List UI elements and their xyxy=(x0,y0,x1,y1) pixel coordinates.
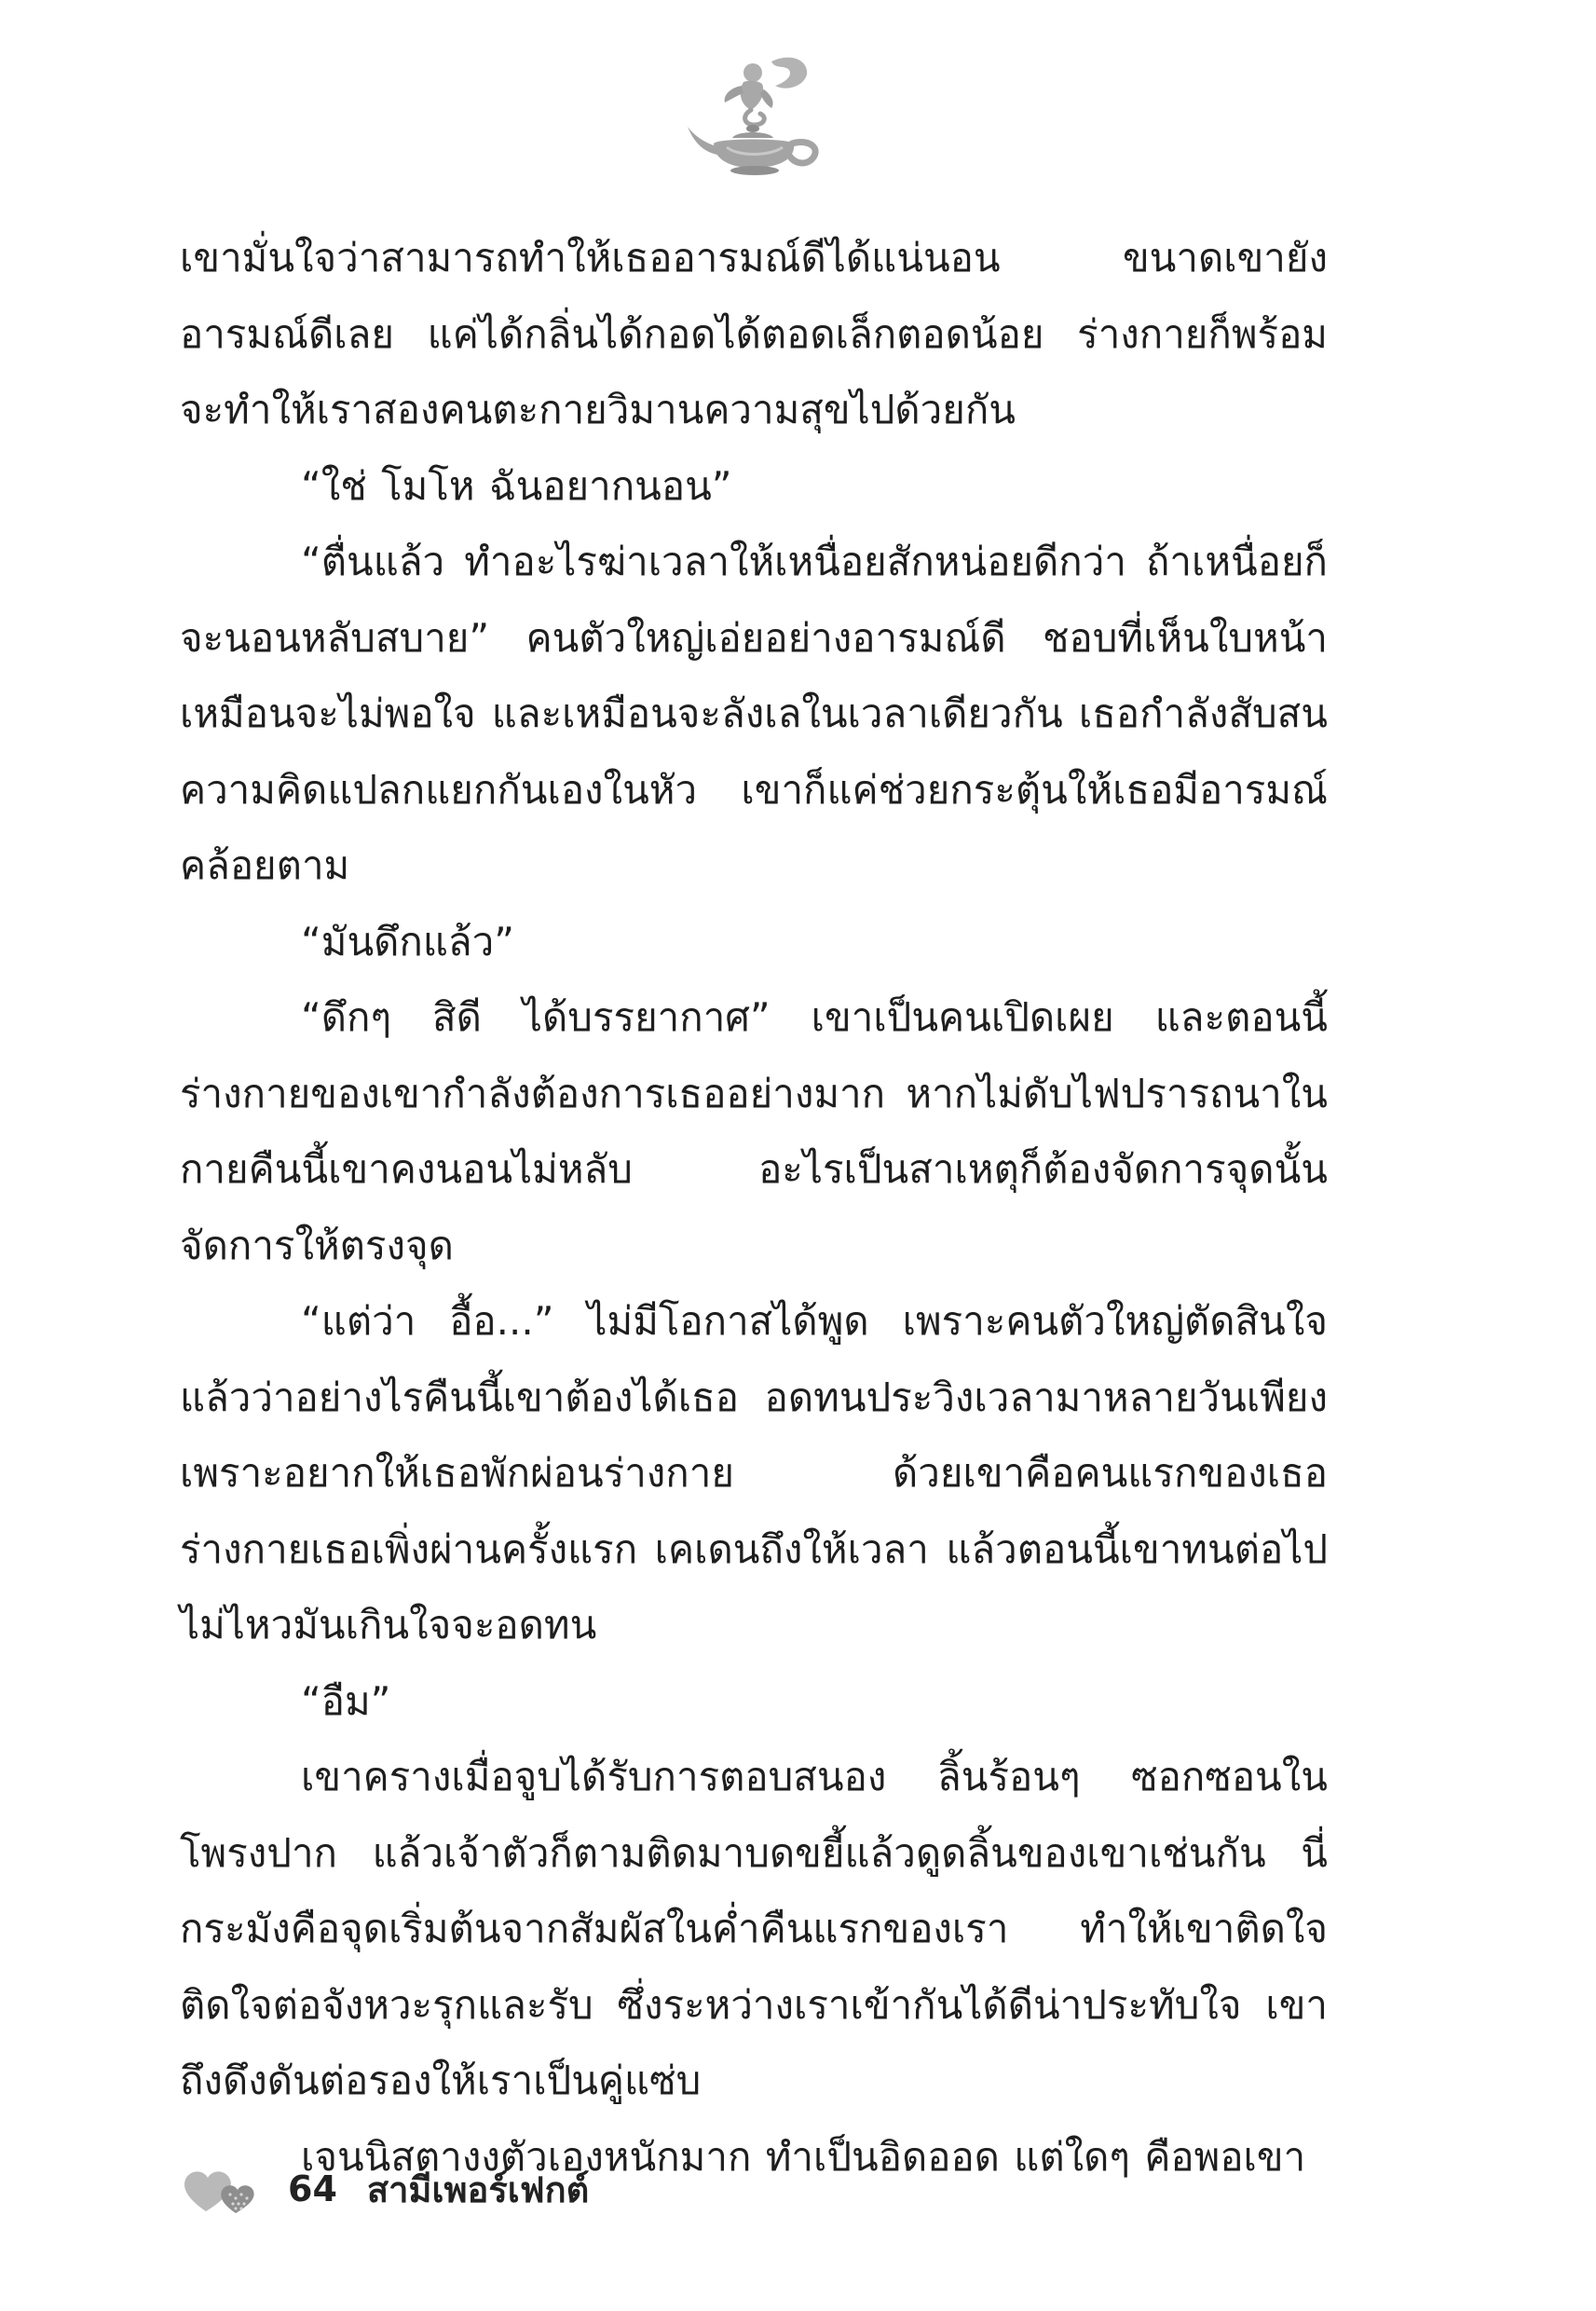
body-text xyxy=(180,220,1328,2195)
page-number: 64 xyxy=(288,2168,337,2209)
paragraph: เจนนิสตางงตัวเองหนักมาก ทำเป็นอิดออด แต่ใดๆ คือพอเขา xyxy=(301,2133,1306,2180)
paragraph: “แต่ว่า อื้อ...” ไม่มีโอกาสได้พูด เพราะคนตัวใหญ่ตัดสินใจแล้วว่าอย่างไรคืนนี้เขาต้องได้เธอ อดทนประวิงเวลามาหลายวันเพียงเพราะอยากให้เธอพักผ่อนร่างกาย ด้วยเขาคือคนแรกของเธอ ร่างกายเธอเพิ่งผ่านครั้งแรก เคเดนถึงให้เวลา แล้วตอนนี้เขาทนต่อไปไม่ไหวมันเกินใจจะอดทน xyxy=(180,1298,1328,1648)
paragraph: “ใช่ โมโห ฉันอยากนอน” xyxy=(301,462,732,509)
paragraph: “อืม” xyxy=(301,1677,391,1724)
paragraph: เขาครางเมื่อจูบได้รับการตอบสนอง ลิ้นร้อนๆ ซอกซอนในโพรงปาก แล้วเจ้าตัวก็ตามติดมาบดขยี้แล้วดูดลิ้นของเขาเช่นกัน นี่กระมังคือจุดเริ่มต้นจากสัมผัสในค่ำคืนแรกของเรา ทำให้เขาติดใจติดใจต่อจังหวะรุกและรับ ซึ่งระหว่างเราเข้ากันได้ดีน่าประทับใจ เขาถึงดึงดันต่อรองให้เราเป็นคู่แซ่บ xyxy=(180,1754,1328,2103)
book-title: สามีเพอร์เฟกต์ xyxy=(366,2168,590,2210)
page-footer xyxy=(180,2158,589,2220)
paragraph: “มันดึกแล้ว” xyxy=(301,918,515,964)
paragraph: เขามั่นใจว่าสามารถทำให้เธออารมณ์ดีได้แน่นอน ขนาดเขายังอารมณ์ดีเลย แค่ได้กลิ่นได้กอดได้ตอดเล็กตอดน้อย ร่างกายก็พร้อมจะทำให้เราสองคนตะกายวิมานความสุขไปด้วยกัน xyxy=(180,235,1328,432)
paragraph: “ดึกๆ สิดี ได้บรรยากาศ” เขาเป็นคนเปิดเผย และตอนนี้ร่างกายของเขากำลังต้องการเธออย่างมาก หากไม่ดับไฟปรารถนาในกายคืนนี้เขาคงนอนไม่หลับ อะไรเป็นสาเหตุก็ต้องจัดการจุดนั้น จัดการให้ตรงจุด xyxy=(180,994,1328,1268)
cupid-genie-lamp-icon xyxy=(686,54,825,175)
paragraph: “ตื่นแล้ว ทำอะไรฆ่าเวลาให้เหนื่อยสักหน่อยดีกว่า ถ้าเหนื่อยก็จะนอนหลับสบาย” คนตัวใหญ่เอ่ยอย่างอารมณ์ดี ชอบที่เห็นใบหน้าเหมือนจะไม่พอใจ และเหมือนจะลังเลในเวลาเดียวกัน เธอกำลังสับสนความคิดแปลกแยกกันเองในหัว เขาก็แค่ช่วยกระตุ้นให้เธอมีอารมณ์คล้อยตาม xyxy=(180,539,1328,888)
hearts-icon xyxy=(180,2161,264,2217)
